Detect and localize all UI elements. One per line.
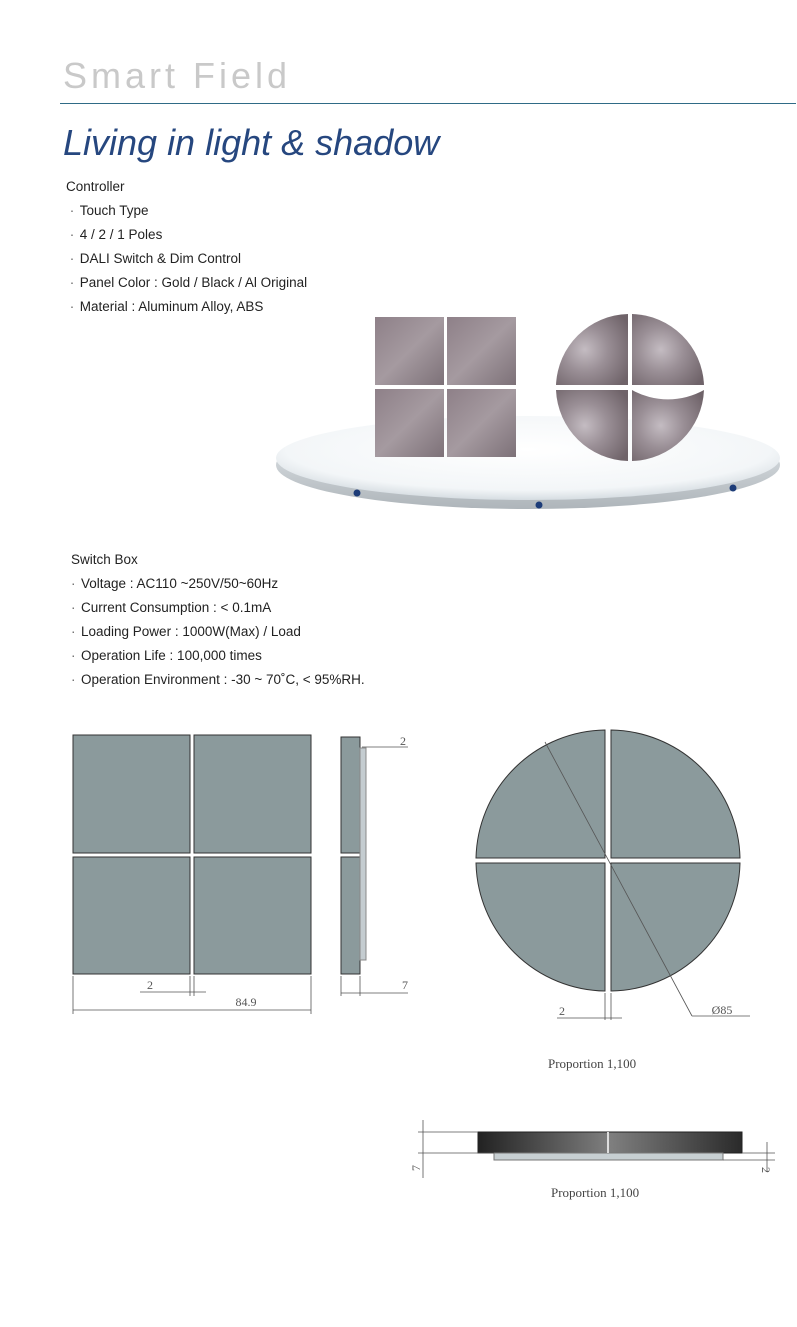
round-front-view (476, 730, 740, 991)
bullet: · (69, 251, 75, 266)
profile-height-label: 7 (409, 1165, 423, 1171)
switch-box-heading: Switch Box (71, 552, 138, 567)
side-top-label: 2 (400, 734, 406, 748)
bullet: · (71, 600, 76, 615)
square-dimension-lines (73, 976, 311, 1014)
controller-spec-item: · Material : Aluminum Alloy, ABS (66, 295, 307, 319)
square-side-view (341, 737, 366, 974)
tagline: Living in light & shadow (63, 122, 440, 163)
profile-view-caption: Proportion 1,100 (551, 1185, 640, 1200)
switch-box-spec-item: · Operation Environment : -30 ~ 70˚C, < 95%RH. (71, 668, 365, 692)
controller-spec-item: · Touch Type (66, 199, 307, 223)
bullet: · (69, 227, 75, 242)
controller-spec-item: · DALI Switch & Dim Control (66, 247, 307, 271)
bullet: · (71, 624, 76, 639)
round-diameter-label: Ø85 (711, 1003, 733, 1017)
controller-spec-item: · Panel Color : Gold / Black / Al Original (66, 271, 307, 295)
switch-box-spec-item: · Voltage : AC110 ~250V/50~60Hz (71, 572, 365, 596)
bullet: · (69, 275, 75, 290)
bullet: · (69, 203, 75, 218)
bullet: · (71, 576, 76, 591)
bullet: · (69, 299, 75, 314)
brand-title: Smart Field (63, 55, 292, 96)
profile-step-label: 2 (759, 1167, 773, 1173)
top-view-caption: Proportion 1,100 (548, 1056, 637, 1071)
round-gap-label: 2 (559, 1004, 565, 1018)
controller-heading: Controller (66, 179, 125, 194)
square-width-label: 84.9 (235, 995, 257, 1009)
controller-spec-item: · 4 / 2 / 1 Poles (66, 223, 307, 247)
profile-view (478, 1132, 742, 1160)
side-depth-label: 7 (402, 978, 408, 992)
bullet: · (71, 672, 76, 687)
square-gap-label: 2 (147, 978, 153, 992)
square-front-view (73, 735, 311, 974)
bullet: · (71, 648, 76, 663)
switch-box-spec-item: · Current Consumption : < 0.1mA (71, 596, 365, 620)
switch-box-spec-item: · Loading Power : 1000W(Max) / Load (71, 620, 365, 644)
switch-box-spec-item: · Operation Life : 100,000 times (71, 644, 365, 668)
